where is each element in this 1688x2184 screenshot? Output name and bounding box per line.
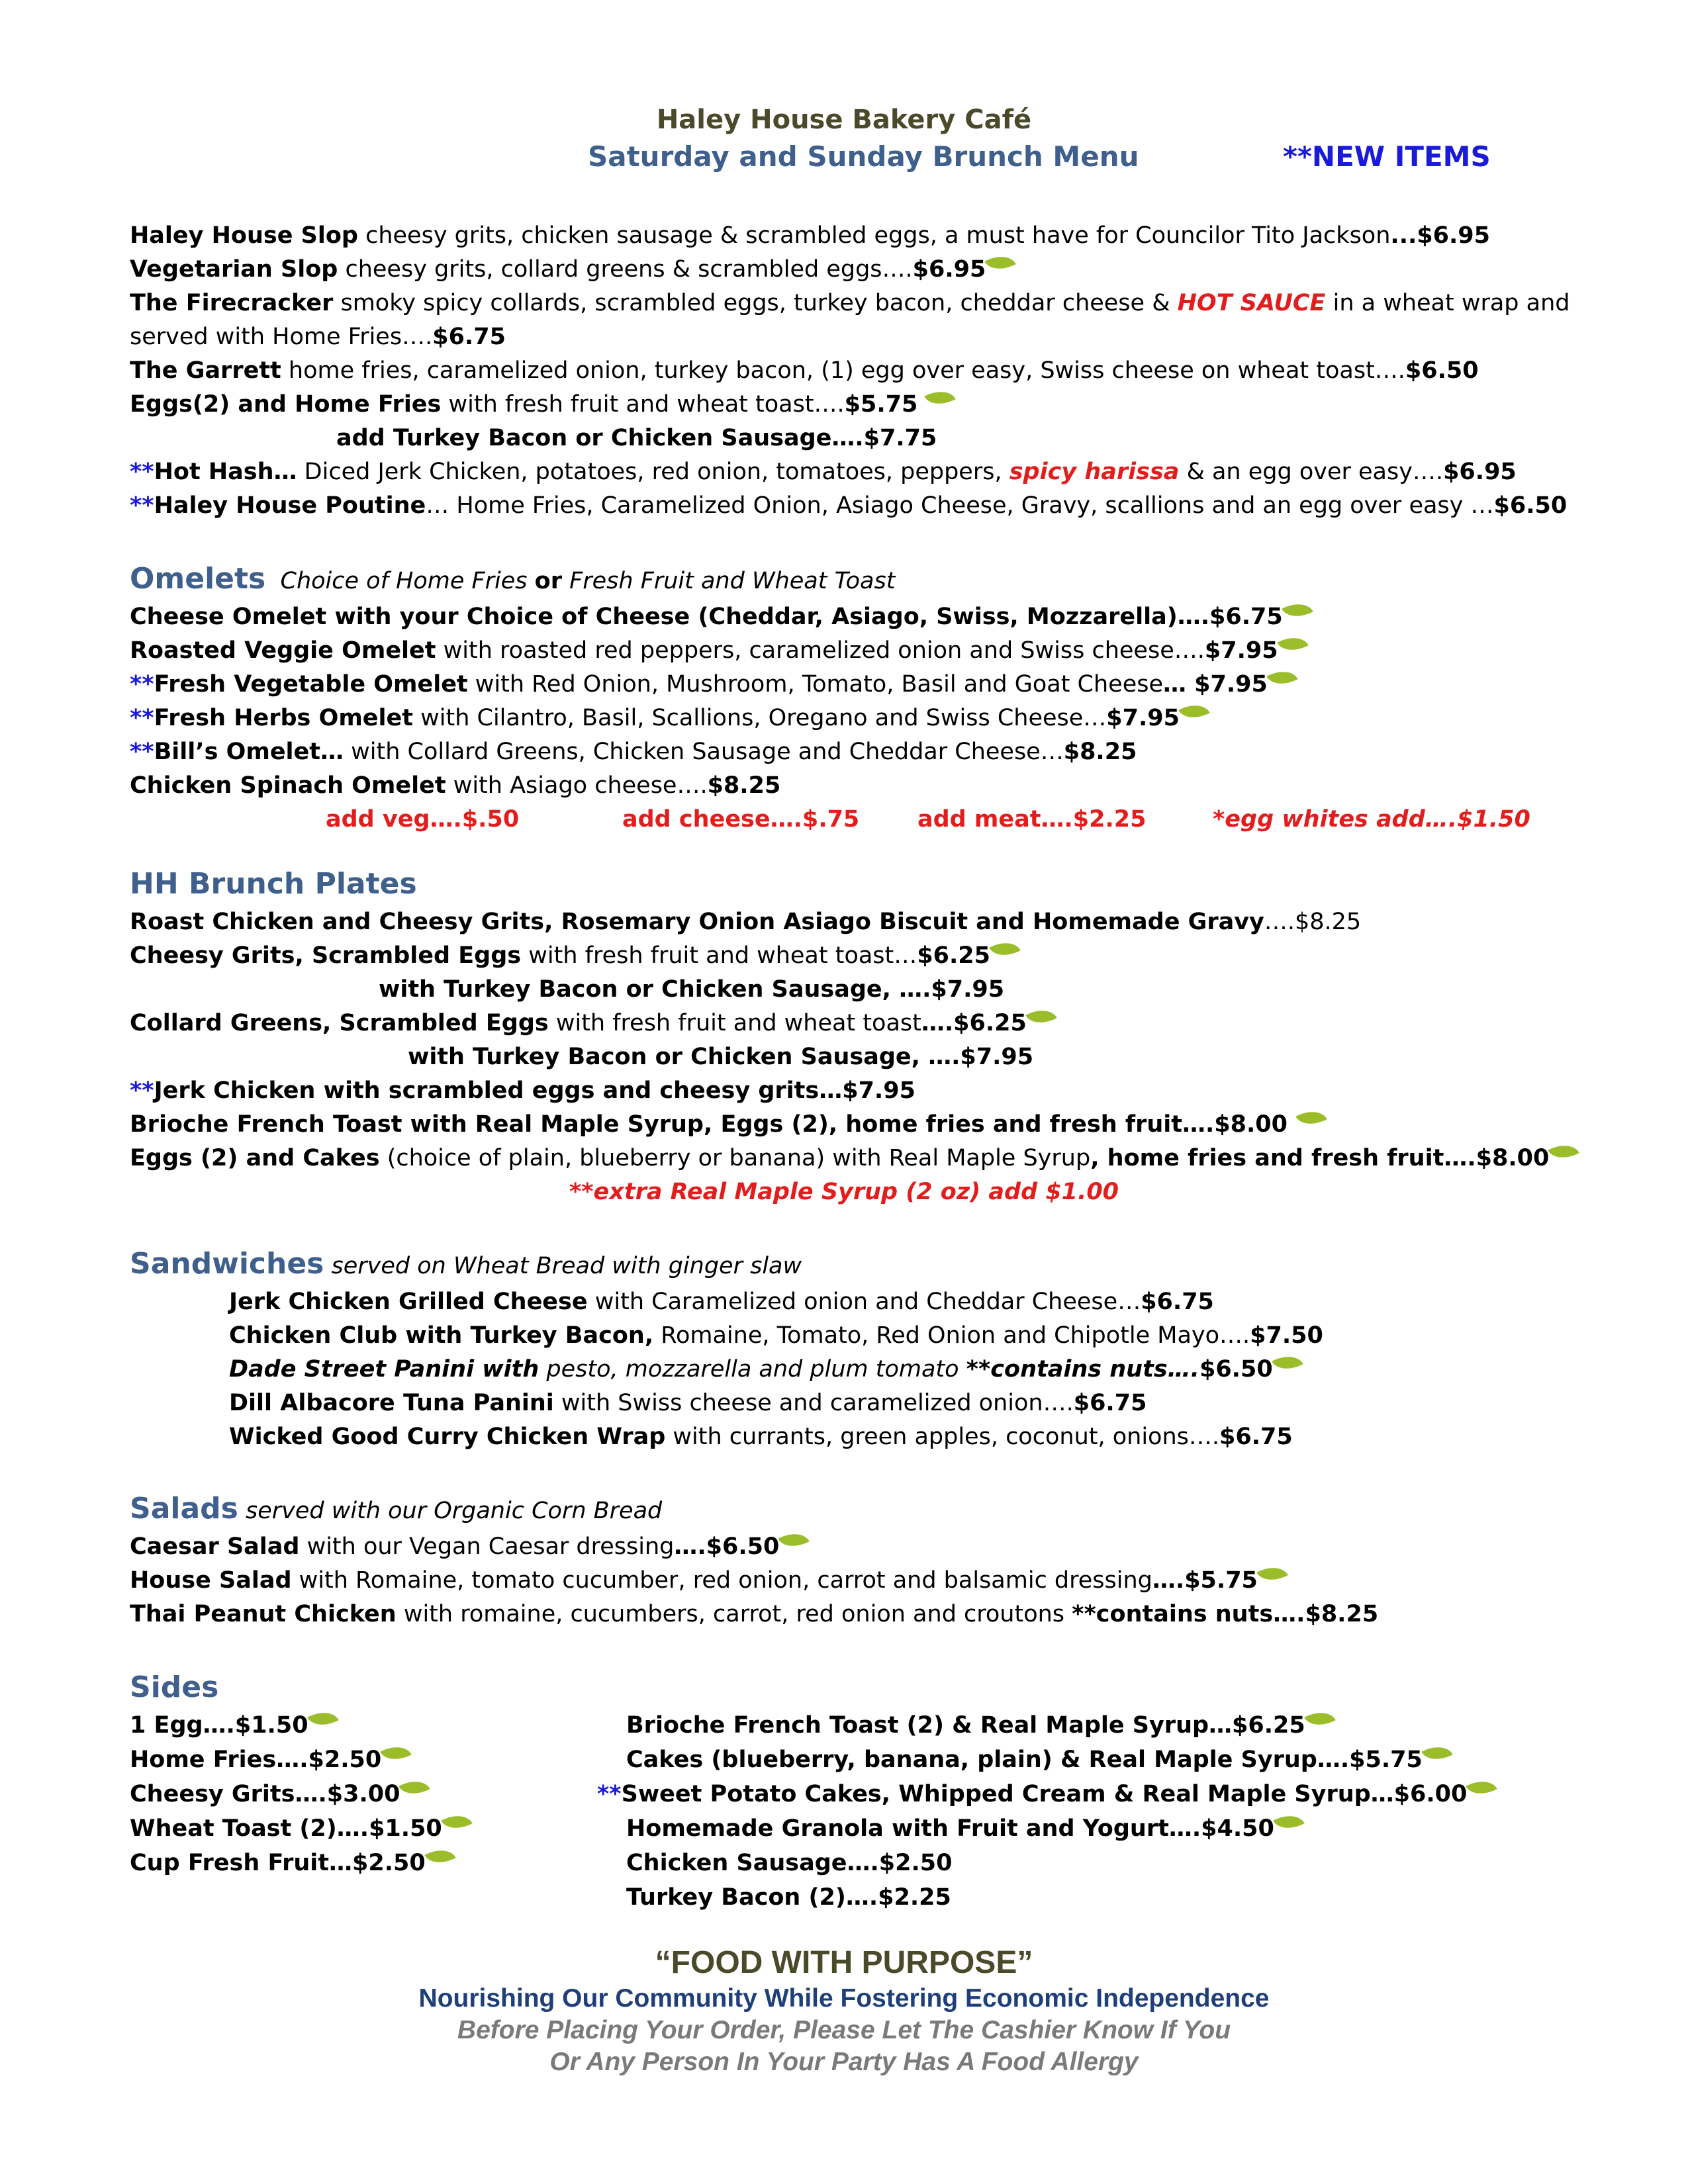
omelet-bills: **Bill’s Omelet… with Collard Greens, Chicken Sausage and Cheddar Cheese…$8.25: [130, 739, 1137, 765]
new-items-label: **NEW ITEMS: [1283, 140, 1491, 173]
leaf-icon: [399, 1774, 431, 1801]
side-item: Chicken Sausage….$2.50: [626, 1850, 953, 1876]
menu-item-eggs-fries: Eggs(2) and Home Fries with fresh fruit and wheat toast….$5.75: [130, 387, 953, 422]
leaf-icon: [1272, 1349, 1303, 1377]
leaf-icon: [1025, 1003, 1057, 1030]
sandwich-curry-wrap: Wicked Good Curry Chicken Wrap with currants, green apples, coconut, onions….$6.75: [229, 1424, 1293, 1450]
leaf-icon: [307, 1705, 339, 1733]
side-item: Cheesy Grits….$3.00: [130, 1777, 470, 1811]
leaf-icon: [1304, 1705, 1336, 1733]
side-item: Brioche French Toast (2) & Real Maple Syrup…$6.25: [626, 1708, 1495, 1743]
egg-whites-add: *egg whites add….$1.50: [1213, 806, 1530, 833]
leaf-icon: [1295, 1104, 1327, 1132]
menu-item-firecracker-cont: served with Home Fries….$6.75: [130, 324, 506, 350]
section-title-sandwiches: Sandwiches: [130, 1247, 324, 1281]
section-title-salads: Salads: [130, 1492, 238, 1525]
section-title-sides: Sides: [130, 1670, 219, 1704]
omelet-fresh-vegetable: **Fresh Vegetable Omelet with Red Onion, Mushroom, Tomato, Basil and Goat Cheese… $7.95: [130, 667, 1295, 702]
section-title-brunch-plates: HH Brunch Plates: [130, 867, 417, 901]
leaf-icon: [1273, 1808, 1305, 1836]
side-item: 1 Egg….$1.50: [130, 1708, 470, 1743]
sandwiches-header: Sandwiches served on Wheat Bread with ginger slaw: [130, 1247, 802, 1281]
leaf-icon: [380, 1739, 412, 1767]
salad-house: House Salad with Romaine, tomato cucumber, red onion, carrot and balsamic dressing….$5.75: [130, 1563, 1286, 1598]
leaf-icon: [989, 935, 1021, 963]
leaf-icon: [778, 1526, 810, 1554]
side-item: Cup Fresh Fruit…$2.50: [130, 1846, 470, 1880]
section-title-omelets: Omelets: [130, 562, 266, 596]
leaf-icon: [1466, 1774, 1498, 1801]
plate-collard-greens: Collard Greens, Scrambled Eggs with fresh fruit and wheat toast….$6.25: [130, 1006, 1055, 1040]
footer-slogan: “FOOD WITH PURPOSE”: [655, 1945, 1033, 1980]
salad-thai-peanut: Thai Peanut Chicken with romaine, cucumbers, carrot, red onion and croutons **contains nuts….$8.25: [130, 1601, 1379, 1627]
plate-roast-chicken: Roast Chicken and Cheesy Grits, Rosemary Onion Asiago Biscuit and Homemade Gravy….$8.25: [130, 909, 1362, 935]
sides-left-column: [130, 1708, 470, 1880]
grits-add-on: with Turkey Bacon or Chicken Sausage, ….$7.95: [379, 976, 1005, 1003]
menu-item-poutine: **Haley House Poutine… Home Fries, Caramelized Onion, Asiago Cheese, Gravy, scallions and an egg over easy …$6.50: [130, 492, 1568, 519]
side-item: Home Fries….$2.50: [130, 1743, 470, 1777]
side-item: **Sweet Potato Cakes, Whipped Cream & Real Maple Syrup…$6.00: [597, 1777, 1495, 1811]
omelet-fresh-herbs: **Fresh Herbs Omelet with Cilantro, Basil, Scallions, Oregano and Swiss Cheese…$7.95: [130, 701, 1207, 735]
salads-header: Salads served with our Organic Corn Bread: [130, 1492, 663, 1525]
sandwich-dade-street: Dade Street Panini with pesto, mozzarella and plum tomato **contains nuts….$6.50: [229, 1352, 1301, 1387]
sides-right-column: [597, 1708, 1495, 1915]
plate-jerk-chicken: **Jerk Chicken with scrambled eggs and cheesy grits…$7.95: [130, 1077, 915, 1104]
sandwich-chicken-club: Chicken Club with Turkey Bacon, Romaine, Tomato, Red Onion and Chipotle Mayo….$7.50: [229, 1322, 1323, 1349]
omelet-chicken-spinach: Chicken Spinach Omelet with Asiago cheese….$8.25: [130, 772, 781, 799]
side-item: Homemade Granola with Fruit and Yogurt….$4.50: [626, 1811, 1495, 1846]
leaf-icon: [925, 384, 957, 412]
side-item: Wheat Toast (2)….$1.50: [130, 1811, 470, 1846]
plate-brioche: Brioche French Toast with Real Maple Syrup, Eggs (2), home fries and fresh fruit….$8.00: [130, 1107, 1325, 1142]
plate-eggs-cakes: Eggs (2) and Cakes (choice of plain, blueberry or banana) with Real Maple Syrup, home fries and fresh fruit….$8.00: [130, 1141, 1577, 1175]
leaf-icon: [1282, 596, 1313, 624]
sandwich-jerk-chicken: Jerk Chicken Grilled Cheese with Caramelized onion and Cheddar Cheese…$6.75: [229, 1289, 1214, 1315]
menu-item-slop: Haley House Slop cheesy grits, chicken sausage & scrambled eggs, a must have for Councilor Tito Jackson...$6.95: [130, 222, 1491, 249]
menu-subtitle: Saturday and Sunday Brunch Menu: [588, 140, 1139, 173]
extra-maple-syrup: **extra Real Maple Syrup (2 oz) add $1.00: [569, 1179, 1119, 1205]
side-item: Turkey Bacon (2)….$2.25: [626, 1884, 951, 1911]
leaf-icon: [1266, 664, 1298, 692]
leaf-icon: [1256, 1560, 1288, 1588]
side-item: Cakes (blueberry, banana, plain) & Real Maple Syrup….$5.75: [626, 1743, 1495, 1777]
collard-add-on: with Turkey Bacon or Chicken Sausage, ….$7.95: [408, 1044, 1034, 1070]
leaf-icon: [985, 249, 1017, 277]
add-meat: add meat….$2.25: [917, 806, 1147, 833]
menu-item-firecracker: The Firecracker smoky spicy collards, scrambled eggs, turkey bacon, cheddar cheese & HOT SAUCE in a wheat wrap and: [130, 290, 1570, 316]
menu-item-garrett: The Garrett home fries, caramelized onion, turkey bacon, (1) egg over easy, Swiss cheese on wheat toast….$6.50: [130, 357, 1479, 384]
leaf-icon: [441, 1808, 473, 1836]
leaf-icon: [424, 1843, 456, 1870]
omelet-veggie: Roasted Veggie Omelet with roasted red peppers, caramelized onion and Swiss cheese….$7.95: [130, 633, 1306, 668]
leaf-icon: [1421, 1739, 1453, 1767]
add-veg: add veg….$.50: [326, 806, 520, 833]
menu-item-veg-slop: Vegetarian Slop cheesy grits, collard greens & scrambled eggs….$6.95: [130, 252, 1013, 287]
add-cheese: add cheese….$.75: [622, 806, 860, 833]
omelet-cheese: Cheese Omelet with your Choice of Cheese (Cheddar, Asiago, Swiss, Mozzarella)….$6.75: [130, 600, 1311, 634]
cafe-title: Haley House Bakery Café: [656, 105, 1032, 135]
leaf-icon: [1548, 1138, 1580, 1165]
menu-item-hot-hash: **Hot Hash… Diced Jerk Chicken, potatoes, red onion, tomatoes, peppers, spicy harissa & an egg over easy….$6.95: [130, 459, 1517, 485]
footer-mission: Nourishing Our Community While Fostering Economic Independence: [418, 1984, 1270, 2013]
footer-allergy-line-2: Or Any Person In Your Party Has A Food Allergy: [549, 2048, 1139, 2076]
leaf-icon: [1277, 630, 1309, 658]
leaf-icon: [1178, 698, 1210, 725]
eggs-add-on: add Turkey Bacon or Chicken Sausage….$7.75: [336, 425, 937, 451]
sandwich-tuna-panini: Dill Albacore Tuna Panini with Swiss cheese and caramelized onion….$6.75: [229, 1390, 1147, 1416]
omelets-header: Omelets Choice of Home Fries or Fresh Fruit and Wheat Toast: [130, 562, 896, 596]
salad-caesar: Caesar Salad with our Vegan Caesar dressing….$6.50: [130, 1529, 807, 1564]
plate-cheesy-grits: Cheesy Grits, Scrambled Eggs with fresh fruit and wheat toast…$6.25: [130, 938, 1018, 973]
footer-allergy-line-1: Before Placing Your Order, Please Let The Cashier Know If You: [457, 2016, 1231, 2044]
